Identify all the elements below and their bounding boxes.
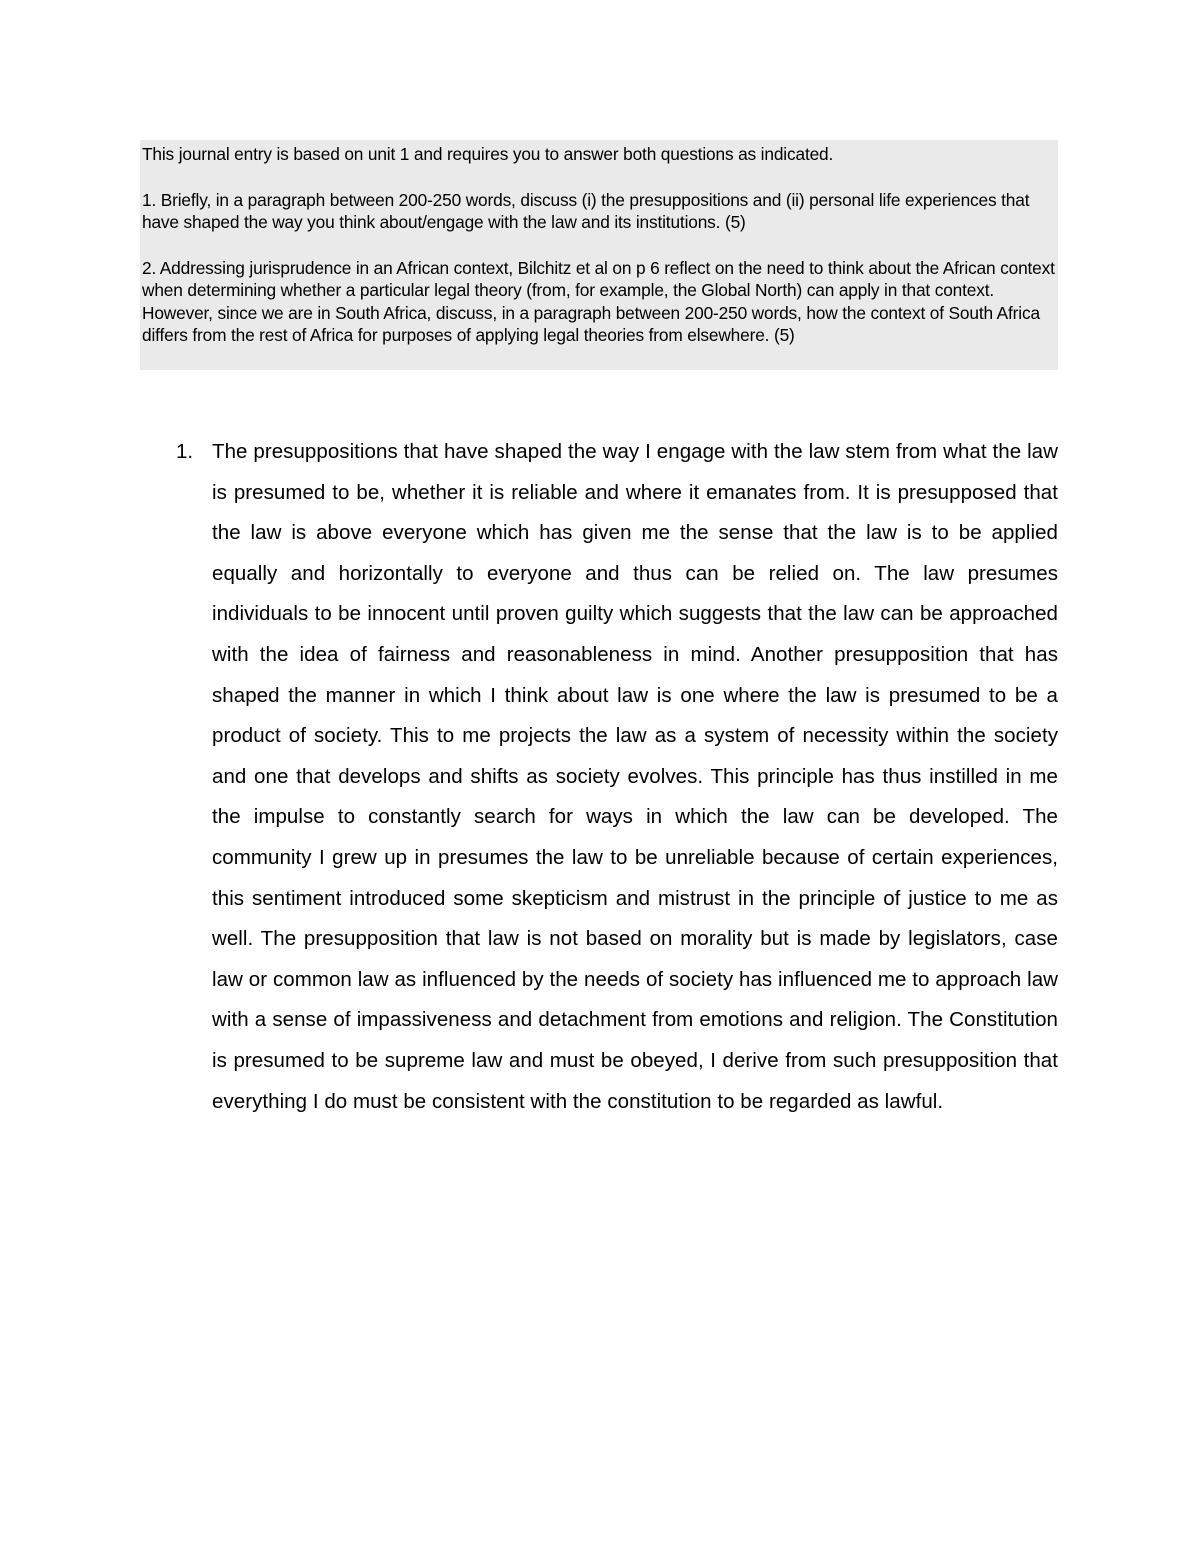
- assignment-prompt-box: [140, 140, 1058, 370]
- answer-list: [176, 432, 1058, 1122]
- prompt-question-1: 1. Briefly, in a paragraph between 200-250 words, discuss (i) the presuppositions and (ii) personal life experiences that have shaped the way you think about/engage with the law and its institutions. (5): [142, 189, 1030, 232]
- answer-number: 1.: [176, 440, 194, 463]
- prompt-intro: This journal entry is based on unit 1 and requires you to answer both questions as indicated.: [142, 144, 834, 164]
- answer-paragraph: The presuppositions that have shaped the way I engage with the law stem from what the law is presumed to be, whether it is reliable and where it emanates from. It is presupposed that the law is above everyone which has given me the sense that the law is to be applied equally and horizontally to everyone and thus can be relied on. The law presumes individuals to be innocent until proven guilty which suggests that the law can be approached with the idea of fairness and reasonableness in mind. Another presupposition that has shaped the manner in which I think about law is one where the law is presumed to be a product of society. This to me projects the law as a system of necessity within the society and one that develops and shifts as society evolves. This principle has thus instilled in me the impulse to constantly search for ways in which the law can be developed. The community I grew up in presumes the law to be unreliable because of certain experiences, this sentiment introduced some skepticism and mistrust in the principle of justice to me as well. The presupposition that law is not based on morality but is made by legislators, case law or common law as influenced by the needs of society has influenced me to approach law with a sense of impassiveness and detachment from emotions and religion. The Constitution is presumed to be supreme law and must be obeyed, I derive from such presupposition that everything I do must be consistent with the constitution to be regarded as lawful.: [212, 440, 1058, 1113]
- prompt-question-2: 2. Addressing jurisprudence in an African context, Bilchitz et al on p 6 reflect on the need to think about the African context when determining whether a particular legal theory (from, for example, the Global North) can apply in that context. However, since we are in South Africa, discuss, in a paragraph between 200-250 words, how the context of South Africa differs from the rest of Africa for purposes of applying legal theories from elsewhere. (5): [142, 257, 1055, 345]
- answer-item-1: [176, 432, 1058, 1122]
